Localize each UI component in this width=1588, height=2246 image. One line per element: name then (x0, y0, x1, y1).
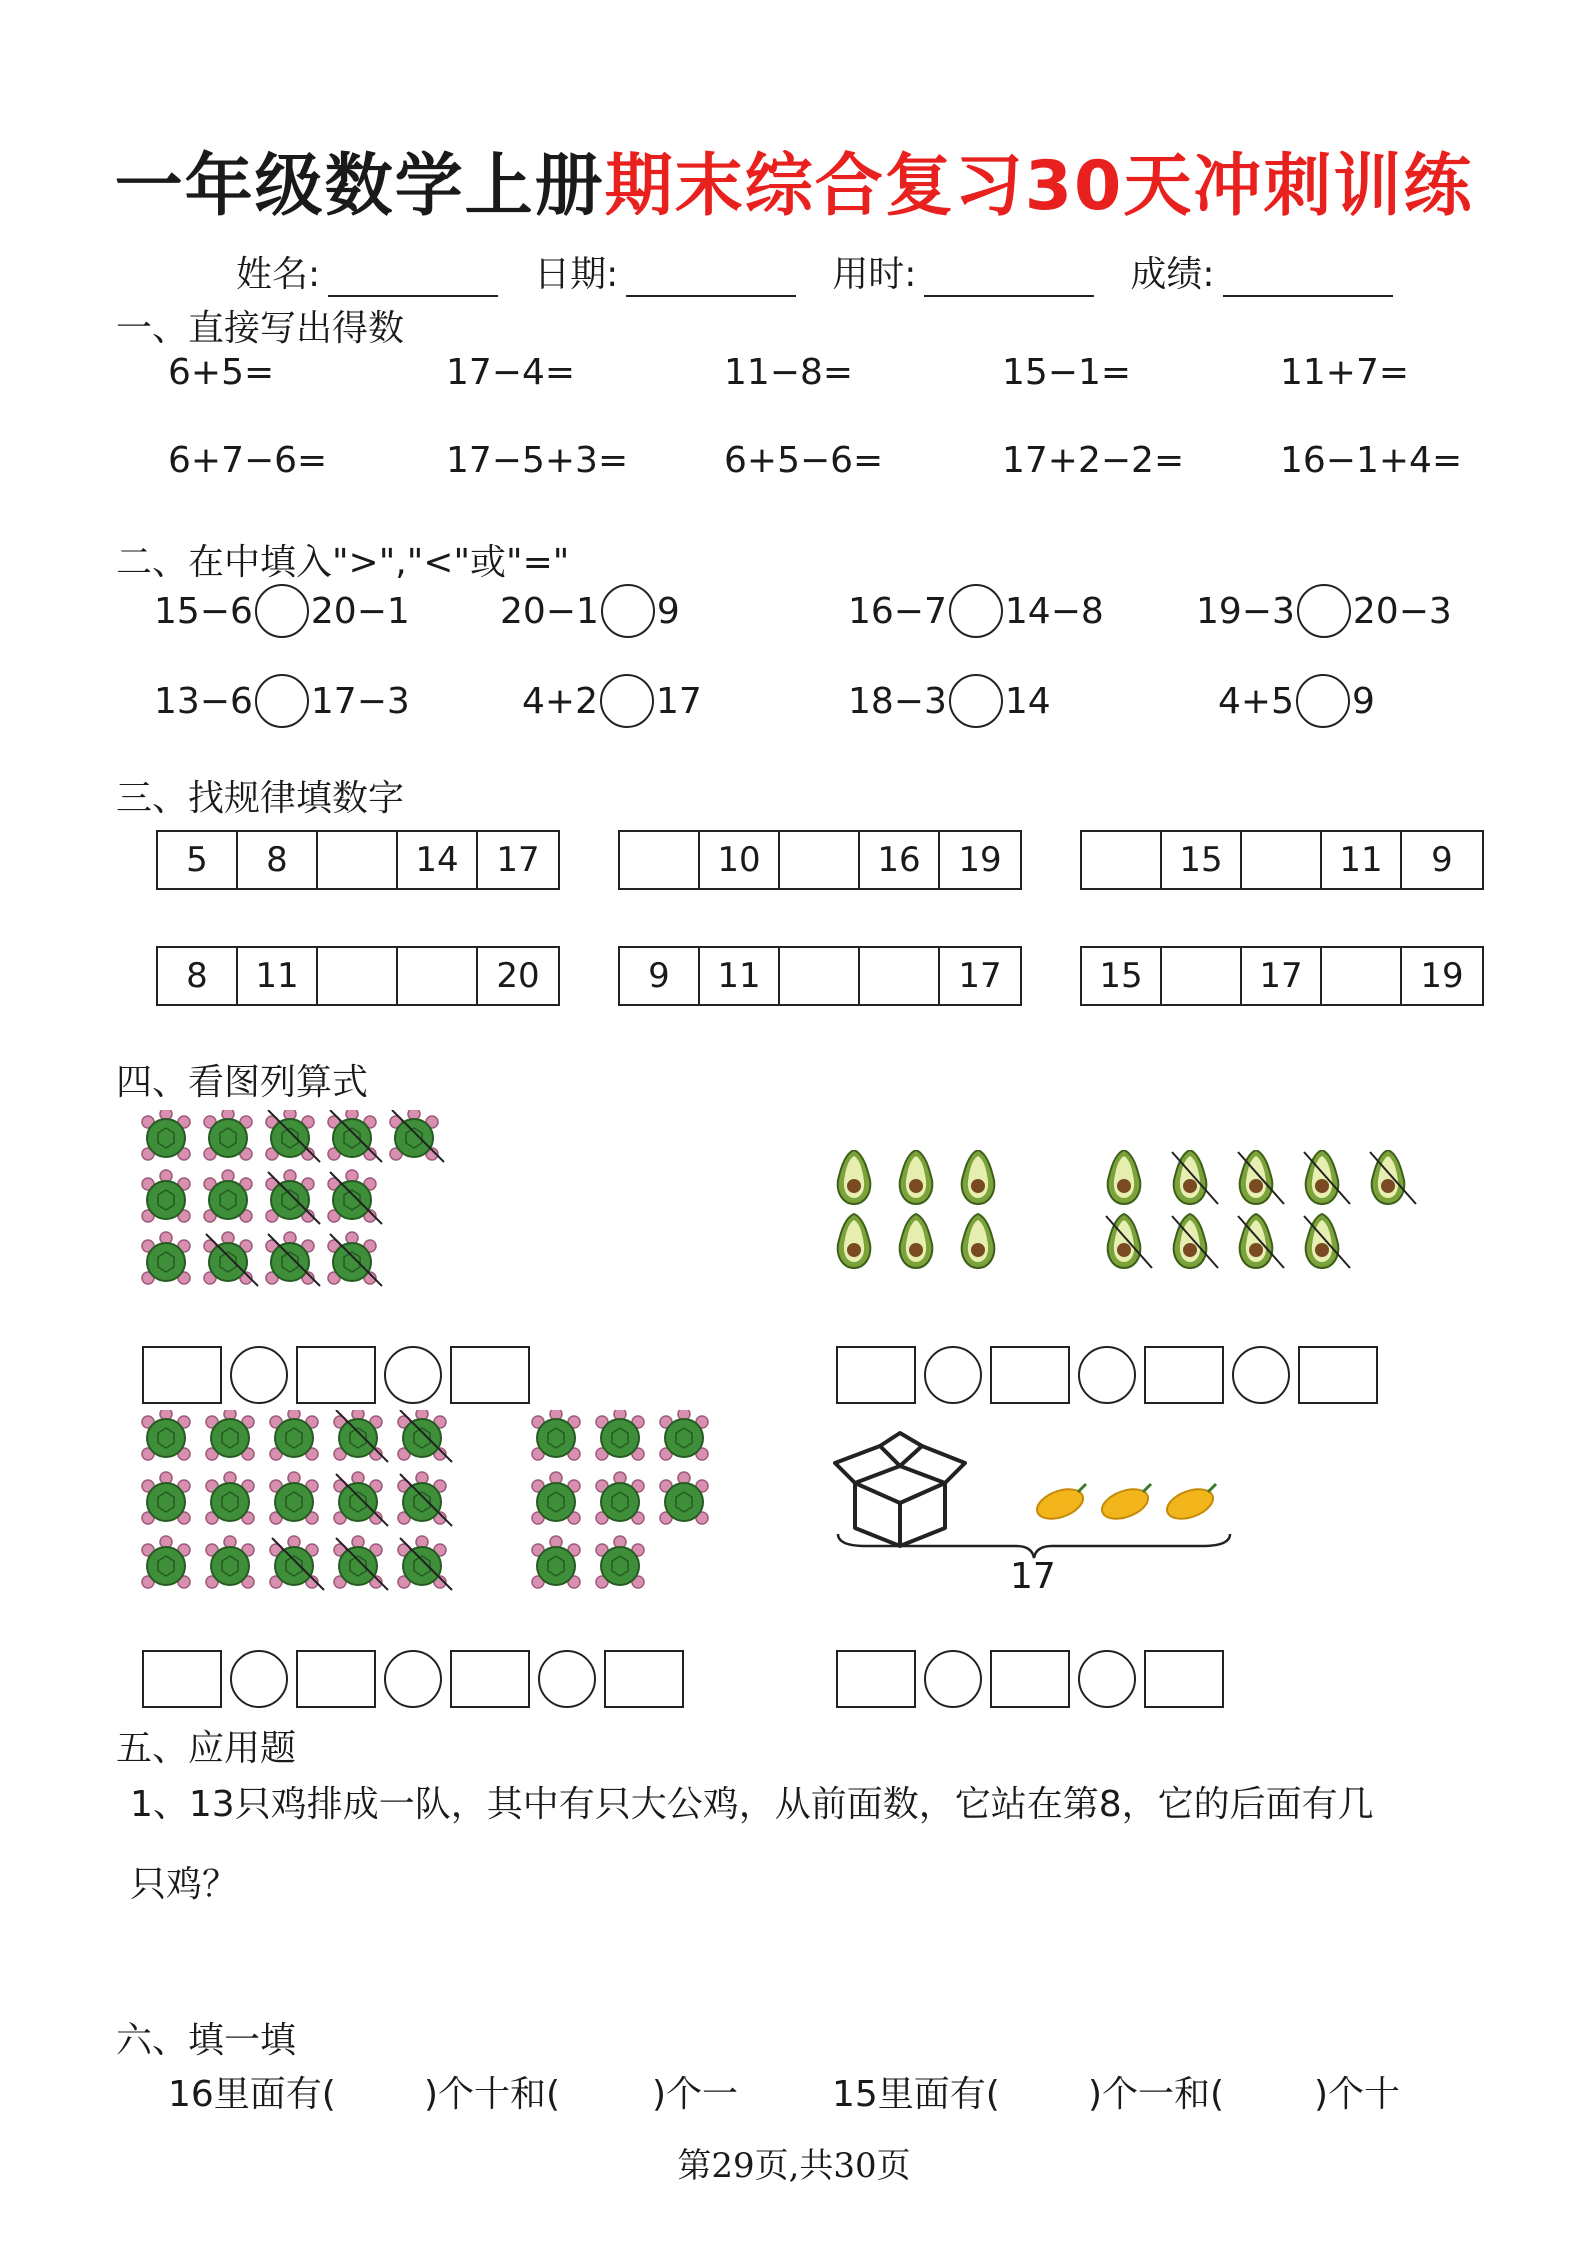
avocado-icon (1304, 1214, 1350, 1268)
compare-right: 17 (655, 680, 702, 722)
compare-item (500, 584, 680, 638)
seq-cell[interactable]: 20 (496, 956, 540, 996)
turtle-icon (328, 1110, 382, 1162)
seq-cell[interactable] (860, 948, 940, 1004)
compare-left: 19−3 (1196, 590, 1295, 632)
seq-cell[interactable]: 11 (1322, 832, 1402, 888)
turtle-icon (596, 1536, 644, 1588)
date-label: 日期: (534, 254, 619, 295)
word-problem-line2: 只鸡？ (130, 1864, 239, 1905)
sequence-box (618, 830, 1022, 890)
compare-right: 14−8 (1004, 590, 1104, 632)
turtle-icon (334, 1472, 388, 1526)
calc-item[interactable]: 6+7−6= (168, 440, 328, 481)
answer-row (142, 1650, 684, 1708)
calc-item[interactable]: 17−5+3= (446, 440, 629, 481)
seq-cell[interactable]: 9 (1431, 840, 1453, 880)
seq-cell[interactable]: 17 (496, 840, 540, 880)
operator-circle[interactable] (924, 1650, 982, 1708)
avocado-icon (1106, 1214, 1152, 1268)
turtle-icon (142, 1170, 190, 1222)
compare-item (848, 584, 1104, 638)
avocado-icon (1172, 1214, 1218, 1268)
turtle-icon (390, 1110, 444, 1162)
compare-left: 18−3 (848, 680, 947, 722)
turtle-icon (532, 1410, 580, 1460)
section2-heading: 二、在中填入">","<"或"=" (116, 542, 570, 583)
answer-box[interactable] (296, 1346, 376, 1404)
turtle-icon (270, 1410, 318, 1460)
seq-cell[interactable] (1322, 948, 1402, 1004)
turtle-group-3 (530, 1410, 730, 1610)
seq-cell[interactable] (398, 948, 478, 1004)
compare-left: 16−7 (848, 590, 947, 632)
operator-circle[interactable] (924, 1346, 982, 1404)
operator-circle[interactable] (384, 1650, 442, 1708)
avocado-icon (838, 1214, 871, 1268)
seq-cell[interactable] (780, 832, 860, 888)
section3-heading: 三、找规律填数字 (116, 778, 405, 819)
avocado-icon (900, 1214, 933, 1268)
calc-item[interactable]: 17+2−2= (1002, 440, 1185, 481)
section1-heading: 一、直接写出得数 (116, 308, 405, 349)
turtle-icon (334, 1410, 388, 1462)
score-field[interactable] (1130, 246, 1392, 297)
page-title (0, 132, 1588, 229)
seq-cell[interactable]: 17 (1242, 948, 1322, 1004)
avocado-group (836, 1150, 1436, 1290)
compare-item (1218, 674, 1375, 728)
avocado-icon (1238, 1150, 1284, 1204)
compare-item (522, 674, 702, 728)
mango-icon (1163, 1484, 1217, 1525)
fill-a-part2: )个十和( (424, 2074, 561, 2115)
operator-circle[interactable] (230, 1346, 288, 1404)
seq-cell[interactable]: 10 (700, 832, 780, 888)
section6-heading: 六、填一填 (116, 2020, 297, 2061)
turtle-icon (328, 1170, 382, 1224)
compare-circle[interactable] (255, 674, 309, 728)
answer-box[interactable] (604, 1650, 684, 1708)
answer-box[interactable] (142, 1650, 222, 1708)
info-line (236, 246, 1393, 297)
compare-left: 13−6 (154, 680, 253, 722)
compare-left: 4+5 (1218, 680, 1294, 722)
turtle-icon (596, 1410, 644, 1460)
operator-circle[interactable] (538, 1650, 596, 1708)
turtle-icon (532, 1536, 580, 1588)
fill-b-part2: )个一和( (1088, 2074, 1225, 2115)
seq-cell[interactable]: 8 (238, 832, 318, 888)
seq-cell[interactable] (780, 948, 860, 1004)
answer-row (836, 1650, 1224, 1708)
fill-a-part1: 16里面有( (168, 2074, 336, 2115)
turtle-group-1 (140, 1110, 460, 1310)
compare-circle[interactable] (949, 674, 1003, 728)
mango-row (1030, 1472, 1230, 1536)
compare-item (1196, 584, 1452, 638)
sequence-box (156, 830, 560, 890)
compare-circle[interactable] (949, 584, 1003, 638)
compare-right: 20−3 (1352, 590, 1452, 632)
answer-row (836, 1346, 1378, 1404)
operator-circle[interactable] (1078, 1346, 1136, 1404)
answer-box[interactable] (1298, 1346, 1378, 1404)
sequence-box (1080, 830, 1484, 890)
turtle-icon (142, 1472, 190, 1524)
compare-left: 20−1 (500, 590, 599, 632)
turtle-icon (204, 1170, 252, 1222)
sequence-box (618, 946, 1022, 1006)
compare-circle[interactable] (255, 584, 309, 638)
compare-item (848, 674, 1051, 728)
answer-box[interactable] (142, 1346, 222, 1404)
calc-item[interactable]: 15−1= (1002, 352, 1132, 393)
section5-heading: 五、应用题 (116, 1728, 297, 1769)
seq-cell[interactable]: 11 (700, 948, 780, 1004)
compare-right: 9 (1351, 680, 1375, 722)
page-footer: 第29页,共30页 (677, 2146, 911, 2186)
title-black: 一年级数学上册 (114, 147, 605, 226)
turtle-icon (266, 1170, 320, 1224)
avocado-icon (1172, 1150, 1218, 1204)
fill-a-part3: )个一 (652, 2074, 739, 2115)
seq-cell[interactable] (318, 832, 398, 888)
seq-cell[interactable]: 5 (158, 832, 238, 888)
turtle-icon (142, 1110, 190, 1160)
fill-b-part1: 15里面有( (832, 2074, 1000, 2115)
seq-cell[interactable] (1162, 948, 1242, 1004)
answer-box[interactable] (450, 1650, 530, 1708)
sequence-box (1080, 946, 1484, 1006)
seq-cell[interactable]: 19 (958, 840, 1002, 880)
compare-left: 15−6 (154, 590, 253, 632)
operator-circle[interactable] (1232, 1346, 1290, 1404)
calc-item[interactable]: 6+5= (168, 352, 275, 393)
turtle-icon (596, 1472, 644, 1524)
seq-cell[interactable]: 19 (1420, 956, 1464, 996)
calc-item[interactable]: 16−1+4= (1280, 440, 1463, 481)
seq-cell[interactable]: 14 (398, 832, 478, 888)
turtle-icon (142, 1536, 190, 1588)
compare-circle[interactable] (1297, 584, 1351, 638)
operator-circle[interactable] (384, 1346, 442, 1404)
turtle-icon (660, 1472, 708, 1524)
sequence-box (156, 946, 560, 1006)
answer-box[interactable] (1144, 1650, 1224, 1708)
turtle-icon (206, 1472, 254, 1524)
word-problem-line1: 1、13只鸡排成一队，其中有只大公鸡，从前面数，它站在第8，它的后面有几 (130, 1784, 1374, 1825)
seq-cell[interactable] (1242, 832, 1322, 888)
compare-circle[interactable] (1296, 674, 1350, 728)
compare-item (154, 674, 410, 728)
turtle-icon (398, 1536, 452, 1590)
avocado-icon (1238, 1214, 1284, 1268)
calc-item[interactable]: 11+7= (1280, 352, 1410, 393)
mango-icon (1033, 1484, 1087, 1525)
compare-circle[interactable] (601, 584, 655, 638)
turtle-icon (270, 1536, 324, 1590)
avocado-icon (962, 1214, 995, 1268)
turtle-icon (266, 1232, 320, 1286)
avocado-icon (1304, 1150, 1350, 1204)
operator-circle[interactable] (1078, 1650, 1136, 1708)
section4-heading: 四、看图列算式 (116, 1062, 369, 1103)
seq-cell[interactable] (318, 948, 398, 1004)
score-label: 成绩: (1130, 254, 1215, 295)
answer-box[interactable] (450, 1346, 530, 1404)
turtle-icon (334, 1536, 388, 1590)
avocado-icon (900, 1150, 933, 1204)
title-red: 期末综合复习30天冲刺训练 (604, 147, 1474, 226)
answer-box[interactable] (990, 1346, 1070, 1404)
seq-cell[interactable]: 11 (238, 948, 318, 1004)
seq-cell[interactable]: 15 (1082, 948, 1162, 1004)
seq-cell[interactable] (620, 832, 700, 888)
seq-cell[interactable] (1082, 832, 1162, 888)
turtle-icon (142, 1232, 190, 1284)
seq-cell[interactable]: 16 (860, 832, 940, 888)
compare-right: 17−3 (310, 680, 410, 722)
avocado-icon (1370, 1150, 1416, 1204)
compare-right: 14 (1004, 680, 1051, 722)
calc-item[interactable]: 6+5−6= (724, 440, 884, 481)
answer-row (142, 1346, 530, 1404)
avocado-icon (1108, 1150, 1141, 1204)
compare-right: 9 (656, 590, 680, 632)
compare-circle[interactable] (600, 674, 654, 728)
turtle-icon (204, 1110, 252, 1160)
avocado-icon (962, 1150, 995, 1204)
turtle-icon (532, 1472, 580, 1524)
turtle-icon (204, 1232, 258, 1286)
turtle-icon (206, 1536, 254, 1588)
operator-circle[interactable] (230, 1650, 288, 1708)
date-field[interactable] (534, 246, 796, 297)
calc-item[interactable]: 17−4= (446, 352, 576, 393)
turtle-icon (206, 1410, 254, 1460)
name-label: 姓名: (236, 254, 321, 295)
compare-item (154, 584, 410, 638)
answer-box[interactable] (836, 1346, 916, 1404)
avocado-icon (838, 1150, 871, 1204)
turtle-icon (328, 1232, 382, 1286)
seq-cell[interactable]: 9 (620, 948, 700, 1004)
compare-left: 4+2 (522, 680, 598, 722)
turtle-group-2 (140, 1410, 480, 1610)
answer-box[interactable] (836, 1650, 916, 1708)
turtle-icon (398, 1472, 452, 1526)
turtle-icon (266, 1110, 320, 1162)
time-label: 用时: (832, 254, 917, 295)
turtle-icon (142, 1410, 190, 1460)
time-field[interactable] (832, 246, 1094, 297)
turtle-icon (270, 1472, 318, 1524)
calc-item[interactable]: 11−8= (724, 352, 854, 393)
answer-box[interactable] (990, 1650, 1070, 1708)
name-field[interactable] (236, 246, 498, 297)
seq-cell[interactable]: 15 (1162, 832, 1242, 888)
seq-cell[interactable]: 8 (158, 948, 238, 1004)
answer-box[interactable] (296, 1650, 376, 1708)
turtle-icon (660, 1410, 708, 1460)
answer-box[interactable] (1144, 1346, 1224, 1404)
mango-icon (1098, 1484, 1152, 1525)
seq-cell[interactable]: 17 (958, 956, 1002, 996)
turtle-icon (398, 1410, 452, 1462)
fill-b-part3: )个十 (1314, 2074, 1401, 2115)
compare-right: 20−1 (310, 590, 410, 632)
brace-total: 17 (1010, 1556, 1056, 1597)
